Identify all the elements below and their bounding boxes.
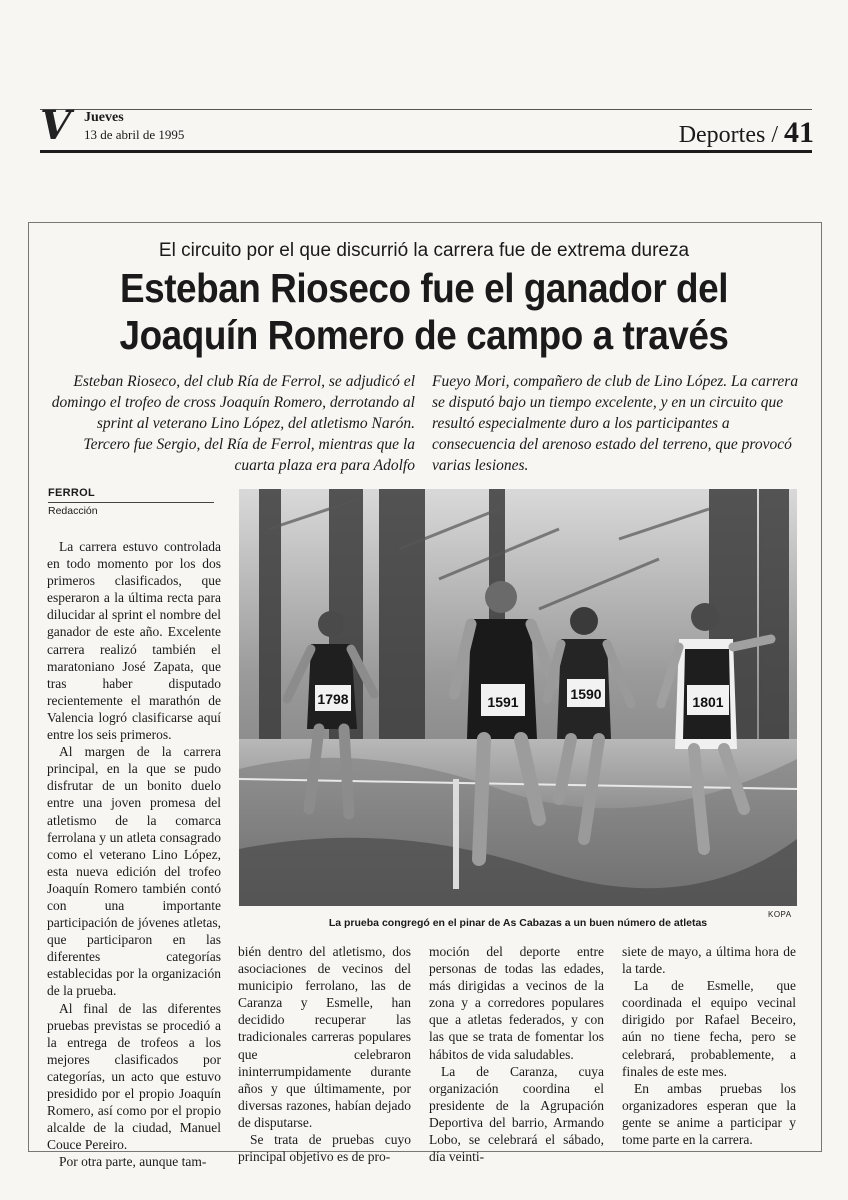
race-photo <box>239 489 797 906</box>
body-column-2 <box>238 943 411 1165</box>
paragraph: La de Esmelle, que coordinada el equipo vecinal dirigido por Rafael Beceiro, aún no tiene fecha, pero se celebrará, probablemente, a finales de este mes. <box>622 978 796 1079</box>
headline-line-1: Esteban Rioseco fue el ganador del <box>119 265 729 311</box>
paragraph: Por otra parte, aunque tam- <box>59 1154 207 1170</box>
header-bottom-rule <box>40 150 812 153</box>
photo-credit: KOPA <box>768 910 792 919</box>
lead-right: Fueyo Mori, compañero de club de Lino López. La carrera se disputó bajo un tiempo excelente, y en un circuito que resultó especialmente duro a los participantes a consecuencia del arenoso estado del terreno, que provocó varias lesiones. <box>432 373 799 474</box>
bib-1591: 1591 <box>487 694 519 710</box>
byline-rule <box>48 502 214 503</box>
bib-1798: 1798 <box>317 691 349 707</box>
section-label <box>679 116 814 150</box>
header-date: 13 de abril de 1995 <box>84 127 185 142</box>
body-column-4 <box>622 943 796 1148</box>
byline-place: FERROL <box>48 487 96 499</box>
section-name: Deportes / <box>678 122 778 148</box>
headline-line-2: Joaquín Romero de campo a través <box>119 312 729 358</box>
paragraph: moción del deporte entre personas de todas las edades, más dirigidas a vecinos de la zona y a corredores populares que a atletas federados, y con las que se trata de fomentar los hábitos de vida saludables. <box>429 944 604 1062</box>
page-number: 41 <box>784 116 814 149</box>
newspaper-logo-icon: V <box>40 102 72 149</box>
header-day: Jueves <box>84 110 124 125</box>
paragraph: En ambas pruebas los organizadores esperan que la gente se anime a participar y tome parte en la carrera. <box>622 1080 796 1148</box>
photo-caption: La prueba congregó en el pinar de As Cabazas a un buen número de atletas <box>328 917 708 929</box>
paragraph: La carrera estuvo controlada en todo momento por los dos primeros clasificados, que esperaron a la última recta para dilucidar al sprint el nombre del ganador de este año. Excelente carrera realizó también el maratoniano José Zapata, que tras haber disputado recientemente el marathón de Valencia logró clasificarse aquí entre los seis primeros. <box>47 539 221 743</box>
bib-1590: 1590 <box>570 686 602 702</box>
article-kicker: El circuito por el que discurrió la carrera fue de extrema dureza <box>158 240 690 261</box>
body-column-1 <box>47 538 221 1170</box>
body-column-3 <box>429 943 604 1165</box>
paragraph: Se trata de pruebas cuyo principal objetivo es de pro- <box>238 1132 411 1165</box>
paragraph: Al margen de la carrera principal, en la que se pudo disfrutar de un bonito duelo entre una joven promesa del atletismo de la comarca ferrolana y un atleta consagrado como el veterano Lino López, esta nueva edición del trofeo Joaquín Romero también contó con una importante participación de jóvenes atletas, que participaron en las diferentes categorías establecidas por la organización de la prueba. <box>47 744 221 999</box>
header-top-rule <box>40 109 812 110</box>
paragraph: bién dentro del atletismo, dos asociaciones de vecinos del municipio ferrolano, las de Caranza y Esmelle, han decidido recuperar las tradicionales carreras populares que celebraron ininterrumpidamente durante años y que últimamente, por diversas razones, habían dejado de disputarse. <box>238 944 411 1130</box>
race-photo-image <box>239 489 797 906</box>
bib-1801: 1801 <box>692 694 724 710</box>
lead-left: Esteban Rioseco, del club Ría de Ferrol, se adjudicó el domingo el trofeo de cross Joaquín Romero, derrotando al sprint al veterano Lino López, del atletismo Narón. Tercero fue Sergio, del Ría de Ferrol, mientras que la cuarta plaza era para Adolfo <box>51 373 415 474</box>
byline-agency: Redacción <box>48 505 98 517</box>
paragraph: La de Caranza, cuya organización coordina el presidente de la Agrupación Deportiva del barrio, Armando Lobo, se celebrará el sábado, día veinti- <box>429 1063 604 1165</box>
article-headline <box>78 265 769 359</box>
paragraph: siete de mayo, a última hora de la tarde. <box>622 944 796 977</box>
paragraph: Al final de las diferentes pruebas previstas se procedió a la entrega de trofeos a los mejores clasificados por categorías, un acto que estuvo presidido por el propio Joaquín Romero, así como por el propio alcalde de la ciudad, Manuel Couce Pereiro. <box>47 1000 221 1153</box>
